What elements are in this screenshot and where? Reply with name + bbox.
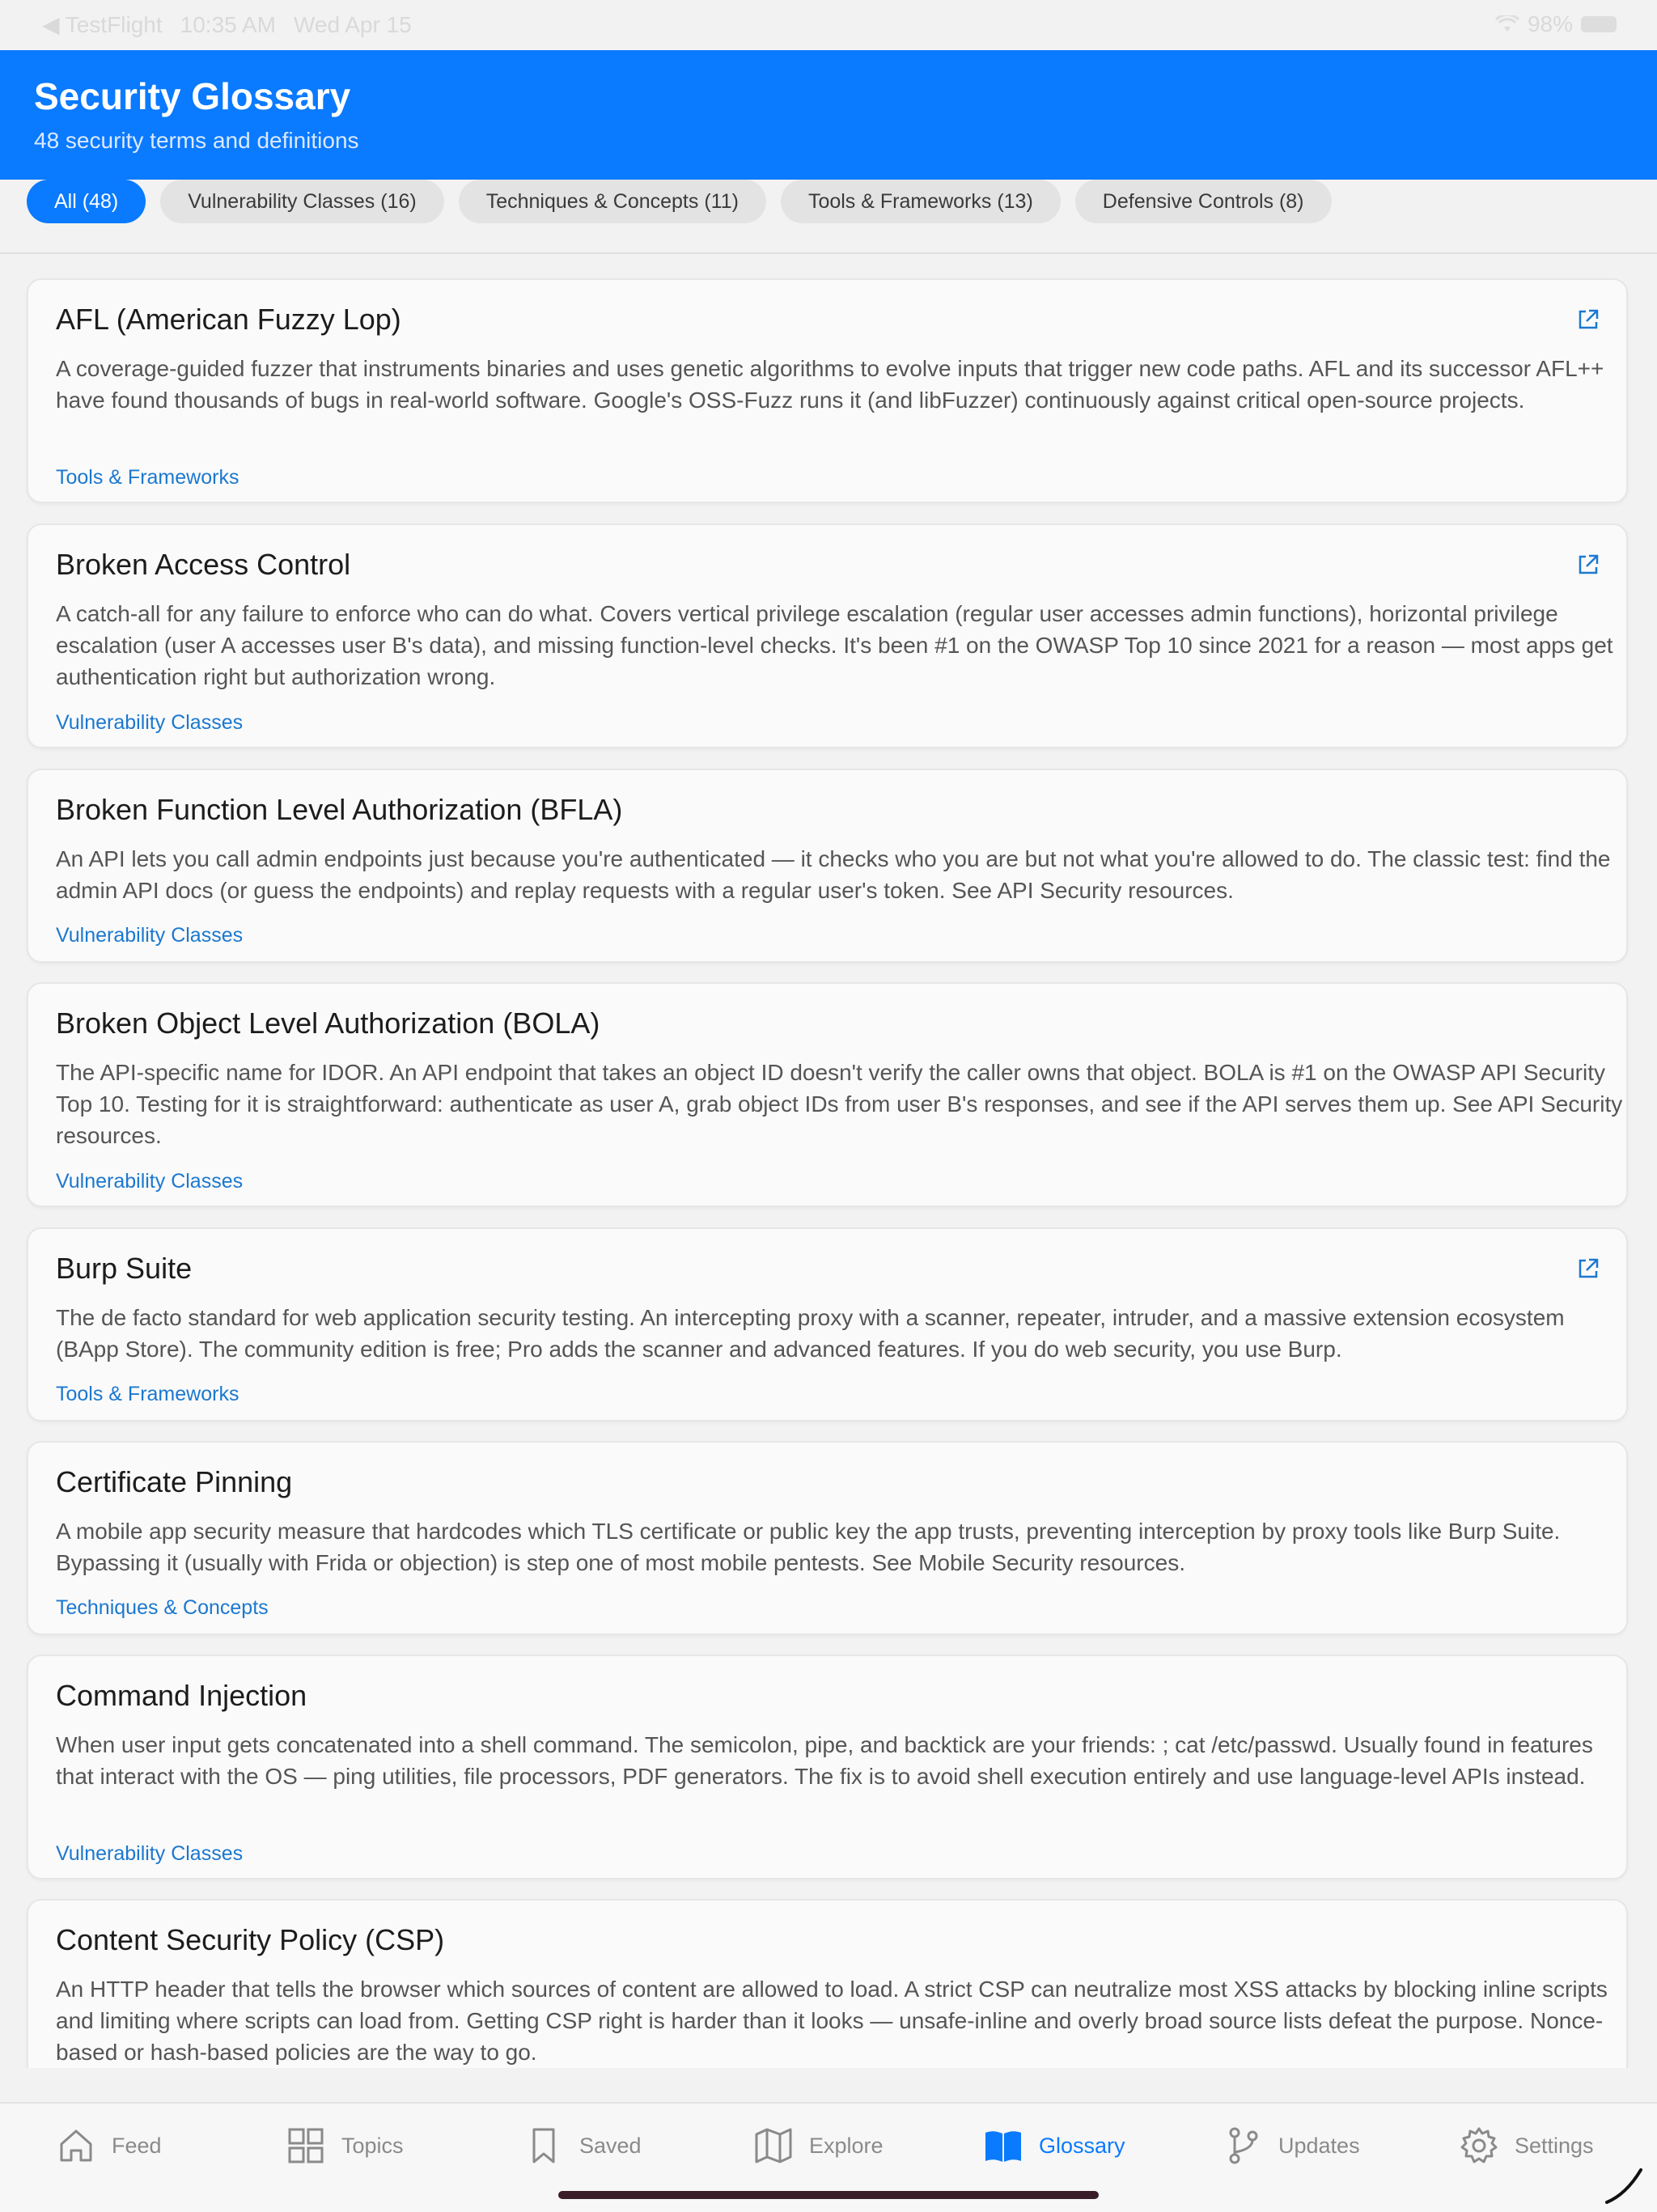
tab-feed[interactable] <box>55 2121 162 2170</box>
term-category[interactable]: Vulnerability Classes <box>56 924 244 947</box>
term-description: The API-specific name for IDOR. An API endpoint that takes an object ID doesn't verify the caller owns that object. BOLA is #1 on the OWASP API Security Top 10. Testing for it is straightforward: authenticate as user A, grab object IDs from user B's responses, and see if the API serves them up. See API Security resources. <box>56 1060 1623 1148</box>
glossary-card[interactable] <box>27 769 1628 963</box>
glossary-card[interactable] <box>27 1899 1628 2068</box>
term-title: Command Injection <box>56 1679 307 1712</box>
glossary-card[interactable] <box>27 1655 1628 1879</box>
glossary-card[interactable] <box>27 278 1628 503</box>
glossary-card[interactable] <box>27 523 1628 748</box>
home-indicator[interactable] <box>558 2191 1099 2199</box>
term-category[interactable]: Tools & Frameworks <box>56 1383 239 1405</box>
term-description: The de facto standard for web application security testing. An intercepting proxy with a scanner, repeater, intruder, and a massive extension ecosystem (BApp Store). The community edition is free; Pro adds the scanner and advanced features. If you do web security, you use Burp. <box>56 1305 1565 1362</box>
glossary-card[interactable] <box>27 1441 1628 1635</box>
back-to-testflight[interactable]: ◀ TestFlight <box>42 12 163 37</box>
term-description: A catch-all for any failure to enforce who can do what. Covers vertical privilege escalation (regular user accesses admin functions), horizontal privilege escalation (user A accesses user B's data), and missing function-level checks. It's been #1 on the OWASP Top 10 since 2021 for a reason — most apps get authentication right but authorization wrong. <box>56 601 1613 689</box>
term-category[interactable]: Techniques & Concepts <box>56 1596 269 1619</box>
term-description: An HTTP header that tells the browser which sources of content are allowed to load. A strict CSP can neutralize most XSS attacks by blocking inline scripts and limiting where scripts can load from. Getting CSP right is harder than it looks — unsafe-inline and overly broad source lists defeat the purpose. Nonce-based or hash-based policies are the way to go. <box>56 1977 1608 2065</box>
tab-label: Updates <box>1278 2133 1360 2158</box>
tab-saved[interactable] <box>523 2121 642 2170</box>
status-bar <box>0 0 1657 50</box>
filter-chip-defensive-controls[interactable]: Defensive Controls (8) <box>1075 180 1332 223</box>
term-title: Burp Suite <box>56 1252 193 1285</box>
term-title: Broken Object Level Authorization (BOLA) <box>56 1006 600 1040</box>
term-category[interactable]: Vulnerability Classes <box>56 1170 244 1193</box>
glossary-card[interactable] <box>27 982 1628 1207</box>
external-link-icon[interactable] <box>1576 1256 1600 1281</box>
filter-chip-tools-frameworks[interactable]: Tools & Frameworks (13) <box>781 180 1061 223</box>
app-header <box>0 50 1657 180</box>
gear-icon <box>1458 2125 1500 2167</box>
glossary-list[interactable] <box>0 252 1657 2068</box>
term-category[interactable]: Vulnerability Classes <box>56 1842 244 1865</box>
battery-icon <box>1581 16 1617 32</box>
tab-topics[interactable] <box>285 2121 404 2170</box>
house-icon <box>55 2125 97 2167</box>
term-category[interactable]: Tools & Frameworks <box>56 466 239 489</box>
map-icon <box>752 2125 795 2167</box>
bookmark-icon <box>523 2125 565 2167</box>
term-description: When user input gets concatenated into a shell command. The semicolon, pipe, and backtick are your friends: ; cat /etc/passwd. Usually found in features that interact with the OS — ping utilities, file processors, PDF generators. The fix is to avoid shell execution entirely and use language-level APIs instead. <box>56 1732 1593 1789</box>
tab-glossary[interactable] <box>982 2121 1125 2170</box>
tab-bar <box>0 2102 1657 2212</box>
status-date: Wed Apr 15 <box>293 11 412 37</box>
tab-explore[interactable] <box>752 2121 884 2170</box>
page-title: Security Glossary <box>34 75 351 117</box>
glossary-card[interactable] <box>27 1227 1628 1422</box>
grid-icon <box>285 2125 327 2167</box>
external-link-icon[interactable] <box>1576 307 1600 332</box>
status-time: 10:35 AM <box>180 11 276 37</box>
external-link-icon[interactable] <box>1576 553 1600 577</box>
tab-label: Topics <box>341 2133 404 2158</box>
term-title: Certificate Pinning <box>56 1465 293 1498</box>
branch-icon <box>1222 2125 1264 2167</box>
pencil-stroke-icon <box>1602 2162 1647 2207</box>
tab-label: Glossary <box>1039 2133 1125 2158</box>
term-description: A mobile app security measure that hardcodes which TLS certificate or public key the app trusts, preventing interception by proxy tools like Burp Suite. Bypassing it (usually with Frida or objection) is step one of most mobile pentests. See Mobile Security resources. <box>56 1519 1561 1575</box>
book-icon <box>982 2125 1024 2167</box>
filter-chip-all[interactable]: All (48) <box>27 180 146 223</box>
term-description: An API lets you call admin endpoints just because you're authenticated — it checks who you are but not what you're allowed to do. The classic test: find the admin API docs (or guess the endpoints) and replay requests with a regular user's token. See API Security resources. <box>56 846 1611 903</box>
battery-percent: 98% <box>1527 11 1573 36</box>
tab-label: Settings <box>1515 2133 1594 2158</box>
tab-label: Explore <box>809 2133 884 2158</box>
tab-updates[interactable] <box>1222 2121 1360 2170</box>
tab-settings[interactable] <box>1458 2121 1594 2170</box>
wifi-icon <box>1495 15 1519 33</box>
filter-chip-techniques-concepts[interactable]: Techniques & Concepts (11) <box>459 180 766 223</box>
tab-label: Saved <box>579 2133 642 2158</box>
term-title: Content Security Policy (CSP) <box>56 1923 445 1956</box>
term-title: Broken Function Level Authorization (BFLA) <box>56 793 623 826</box>
filter-chip-vulnerability-classes[interactable]: Vulnerability Classes (16) <box>160 180 444 223</box>
tab-label: Feed <box>112 2133 162 2158</box>
term-title: AFL (American Fuzzy Lop) <box>56 303 401 336</box>
filter-bar <box>0 180 1657 254</box>
term-category[interactable]: Vulnerability Classes <box>56 711 244 734</box>
term-description: A coverage-guided fuzzer that instruments binaries and uses genetic algorithms to evolve inputs that trigger new code paths. AFL and its successor AFL++ have found thousands of bugs in real-world software. Google's OSS-Fuzz runs it (and libFuzzer) continuously against critical open-source projects. <box>56 356 1604 413</box>
page-subtitle: 48 security terms and definitions <box>34 128 359 153</box>
term-title: Broken Access Control <box>56 548 351 581</box>
